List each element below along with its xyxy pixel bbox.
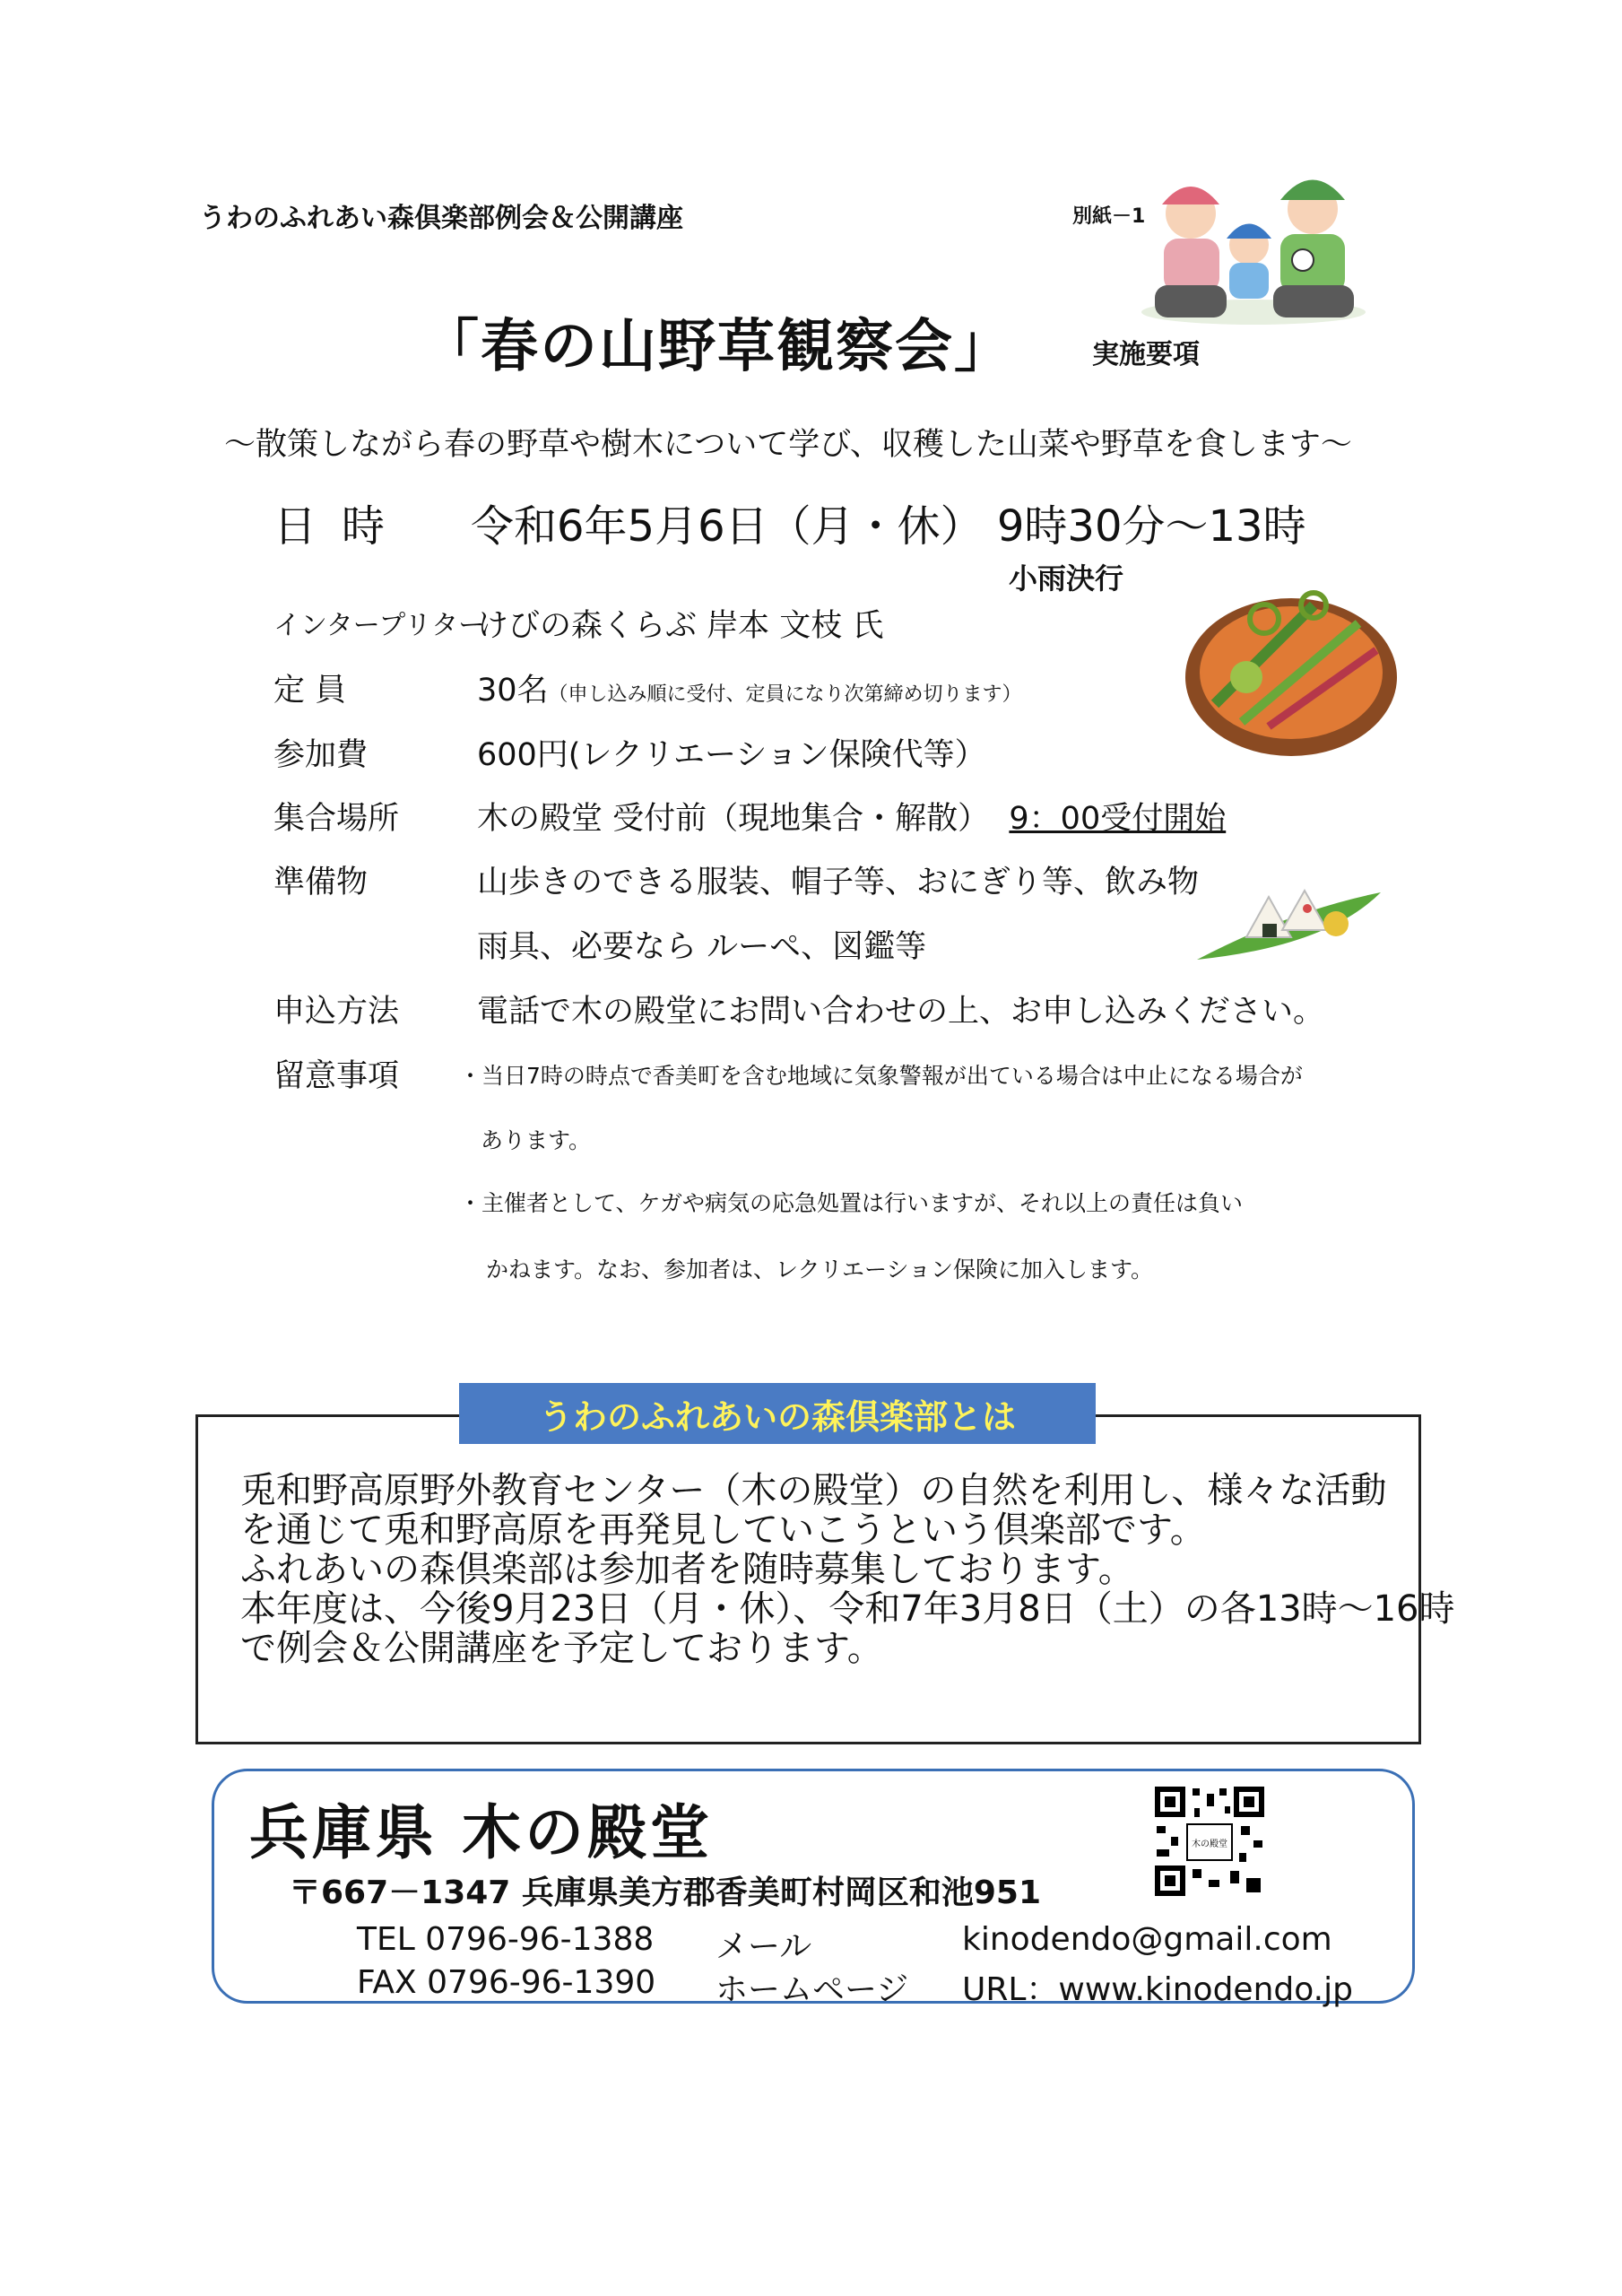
club-info-title: うわのふれあいの森倶楽部とは [459, 1383, 1096, 1444]
note-2-line-1: ・主催者として、ケガや病気の応急処置は行いますが、それ以上の責任は負い [459, 1190, 1244, 1216]
note-2-line-2: かねます。なお、参加者は、レクリエーション保険に加入します。 [486, 1257, 1154, 1283]
qr-caption: 木の殿堂 [1192, 1839, 1227, 1849]
page-title: 「春の山野草観察会」 [421, 314, 1013, 380]
meeting-time: 9：00受付開始 [1009, 801, 1227, 837]
club-info-line-2: を通じて兎和野高原を再発見していこうという倶楽部です。 [240, 1509, 1206, 1551]
club-info-line-3: ふれあいの森倶楽部は参加者を随時募集しております。 [240, 1549, 1134, 1590]
attachment-label: 別紙－1 [1072, 205, 1146, 228]
capacity-value [477, 665, 1022, 710]
mail-label: メール [716, 1928, 812, 1965]
fax: FAX 0796-96-1390 [357, 1964, 656, 2001]
items-line-1: 山歩きのできる服装、帽子等、おにぎり等、飲み物 [477, 865, 1200, 900]
meeting-place: 木の殿堂 受付前（現地集合・解散） [477, 801, 990, 837]
capacity-number: 30名 [477, 673, 549, 709]
organization-name: 兵庫県 木の殿堂 [249, 1798, 713, 1867]
meeting-value [477, 794, 1226, 839]
meeting-label: 集合場所 [273, 801, 400, 837]
club-info-line-1: 兎和野高原野外教育センター（木の殿堂）の自然を利用し、様々な活動 [240, 1470, 1387, 1511]
homepage-label: ホームページ [716, 1971, 909, 2008]
qr-code[interactable] [1153, 1785, 1266, 1898]
note-1-line-2: あります。 [481, 1127, 592, 1153]
url-value[interactable]: URL：www.kinodendo.jp [962, 1971, 1353, 2008]
date-label: 日時 [273, 501, 411, 552]
tagline: ～散策しながら春の野草や樹木について学び、収穫した山菜や野草を食します～ [224, 427, 1352, 463]
address: 〒667－1347 兵庫県美方郡香美町村岡区和池951 [289, 1874, 1042, 1911]
rain-note: 小雨決行 [1009, 561, 1124, 596]
title-suffix: 実施要項 [1092, 339, 1200, 370]
mail-value[interactable]: kinodendo@gmail.com [962, 1921, 1332, 1958]
club-info-text [240, 1470, 1455, 1669]
fee-label: 参加費 [273, 737, 369, 773]
interpreter-value: けびの森くらぶ 岸本 文枝 氏 [477, 608, 884, 644]
notes-label: 留意事項 [273, 1058, 400, 1094]
interpreter-label: インタープリター [273, 610, 486, 641]
wild-vegetables-basket-illustration [1179, 570, 1403, 762]
club-info-line-5: で例会＆公開講座を予定しております。 [240, 1628, 883, 1669]
capacity-label: 定 員 [273, 673, 347, 709]
items-label: 準備物 [273, 865, 369, 900]
fee-value: 600円(レクリエーション保険代等） [477, 737, 986, 773]
date-value: 令和6年5月6日（月・休） 9時30分～13時 [471, 501, 1306, 552]
apply-value: 電話で木の殿堂にお問い合わせの上、お申し込みください。 [477, 994, 1325, 1030]
apply-label: 申込方法 [273, 994, 400, 1030]
note-1-line-1: ・当日7時の時点で香美町を含む地域に気象警報が出ている場合は中止になる場合が [459, 1063, 1303, 1089]
items-line-2: 雨具、必要なら ルーペ、図鑑等 [477, 929, 927, 965]
capacity-note: （申し込み順に受付、定員になり次第締め切ります） [548, 683, 1022, 706]
organizer-line: うわのふれあい森倶楽部例会＆公開講座 [199, 203, 683, 234]
rice-balls-illustration [1193, 874, 1385, 973]
club-info-line-4: 本年度は、今後9月23日（月・休）、令和7年3月8日（土）の各13時～16時 [240, 1588, 1455, 1630]
hiking-family-illustration [1137, 160, 1370, 330]
tel: TEL 0796-96-1388 [357, 1921, 655, 1958]
